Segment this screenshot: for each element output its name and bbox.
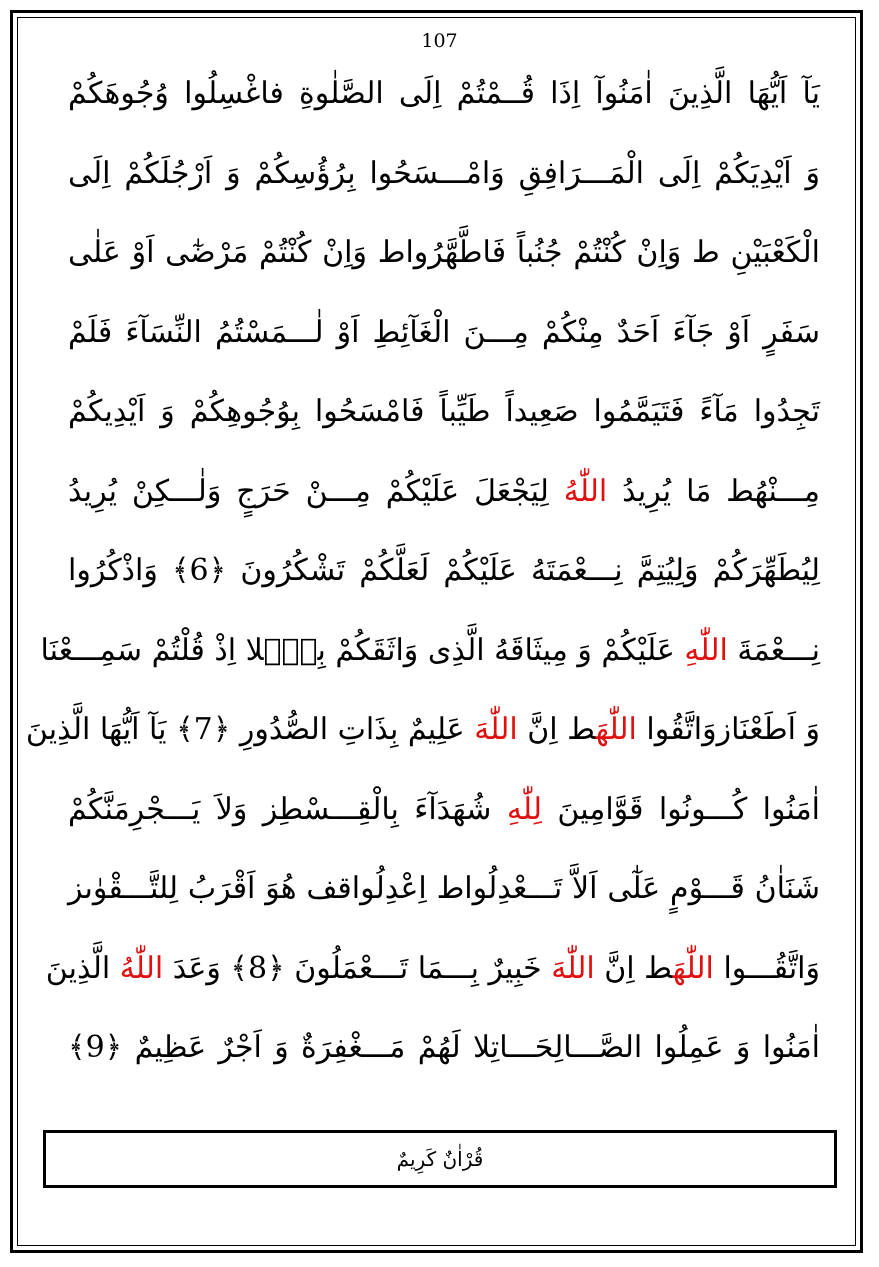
verse-text-segment: شُهَدَآءَ بِالْقِـــسْطِز وَلاَ يَـــجْرِمَنَّكُمْ (68, 791, 507, 827)
footer-box (43, 1130, 837, 1188)
verse-text-block (25, 58, 821, 1108)
divine-name-text: لِلّٰهِ (506, 791, 542, 827)
divine-name-text: اللّٰهُ (119, 950, 164, 986)
verse-text-segment: نِـــعْمَةَ (727, 632, 820, 668)
verse-line (68, 217, 820, 289)
verse-text-segment: لِيُطَهِّرَكُمْ وَلِيُتِمَّ نِـــعْمَتَهُ عَلَيْكُمْ لَعَلَّكُمْ تَشْكُرُونَ ﴿6﴾ وَاذْكُرُوا (68, 553, 821, 588)
footer-label: قُرْاٰنٌ كَرِيمٌ (396, 1147, 484, 1171)
verse-text-segment: عَلَيْكُمْ وَ مِيثَاقَهُ الَّذِى وَاثَقَكُمْ بِهٖٓلا اِذْ قُلْتُمْ سَمِـــعْنَا (40, 632, 685, 668)
verse-line (25, 694, 820, 766)
verse-text-segment: عَلِيمٌ بِذَاتِ الصُّدُورِ ﴿7﴾ يَآ اَيُّهَا الَّذِينَ (25, 712, 475, 747)
verse-text-segment: سَفَرٍ اَوْ جَآءَ اَحَدٌ مِنْكُمْ مِـــنَ الْغَآئِطِ اَوْ لٰـــمَسْتُمُ النِّسَآءَ فَلَمْ (68, 314, 820, 350)
verse-line (68, 138, 820, 210)
page-number: 107 (421, 30, 458, 52)
verse-text-segment: ط اِنَّ (594, 950, 673, 986)
verse-text-segment: ط اِنَّ (517, 712, 596, 747)
verse-text-segment: شَنَاٰنُ قَـــوْمٍ عَلٰٓى اَلاَّ تَـــعْدِلُواط اِعْدِلُواقف هُوَ اَقْرَبُ لِلتَّـــقْوٰىز (68, 871, 820, 906)
verse-text-segment: مِـــنْهُط مَا يُرِيدُ (607, 473, 820, 509)
verse-text-segment: خَبِيرٌ بِـــمَا تَـــعْمَلُونَ ﴿8﴾ وَعَدَ (163, 950, 552, 986)
verse-text-segment: الَّذِينَ (45, 950, 120, 986)
verse-line (68, 1012, 820, 1084)
divine-name-text: اللّٰهَ (551, 950, 595, 986)
verse-line (68, 376, 820, 448)
verse-line (68, 58, 820, 130)
verse-line (68, 456, 820, 528)
verse-line (68, 535, 820, 607)
verse-text-segment: وَ اَطَعْنَازوَاتَّقُوا (636, 712, 820, 747)
verse-line (68, 853, 820, 925)
verse-text-segment: الْكَعْبَيْنِ ط وَاِنْ كُنْتُمْ جُنُباً فَاطَّهَّرُواط وَاِنْ كُنْتُمْ مَرْضٰٓى اَوْ عَلٰى (68, 235, 820, 270)
verse-line (45, 933, 820, 1005)
verse-line (40, 615, 820, 687)
verse-text-segment: وَ اَيْدِيَكُمْ اِلَى الْمَـــرَافِقِ وَامْـــسَحُوا بِرُؤُسِكُمْ وَ اَرْجُلَكُمْ اِلَى (68, 155, 820, 191)
verse-text-segment: اٰمَنُوا كُـــونُوا قَوَّامِينَ (541, 791, 820, 827)
divine-name-text: اللّٰهَ (474, 712, 518, 747)
verse-text-segment: تَجِدُوا مَآءً فَتَيَمَّمُوا صَعِيداً طَيِّباً فَامْسَحُوا بِوُجُوهِكُمْ وَ اَيْدِيكُمْ (68, 394, 820, 429)
verse-text-segment: وَاتَّقُـــوا (713, 950, 820, 986)
verse-line (68, 297, 820, 369)
verse-text-segment: لِيَجْعَلَ عَلَيْكُمْ مِـــنْ حَرَجٍ وَلٰـــكِنْ يُرِيدُ (68, 473, 564, 509)
divine-name-text: اللّٰهَ (672, 950, 714, 986)
verse-text-segment: يَآ اَيُّهَا الَّذِينَ اٰمَنُوآ اِذَا قُــمْتُمْ اِلَى الصَّلٰوةِ فاغْسِلُوا وُجُوهَكُمْ (68, 76, 820, 111)
verse-text-segment: اٰمَنُوا وَ عَمِلُوا الصَّـــالِحَـــاتِلا لَهُمْ مَـــغْفِرَةٌ وَ اَجْرٌ عَظِيمٌ ﴿9﴾ (68, 1030, 820, 1065)
verse-line (68, 774, 820, 846)
divine-name-text: اللّٰهَ (595, 712, 637, 747)
divine-name-text: اللّٰهُ (563, 473, 608, 509)
divine-name-text: اللّٰهِ (684, 632, 728, 668)
